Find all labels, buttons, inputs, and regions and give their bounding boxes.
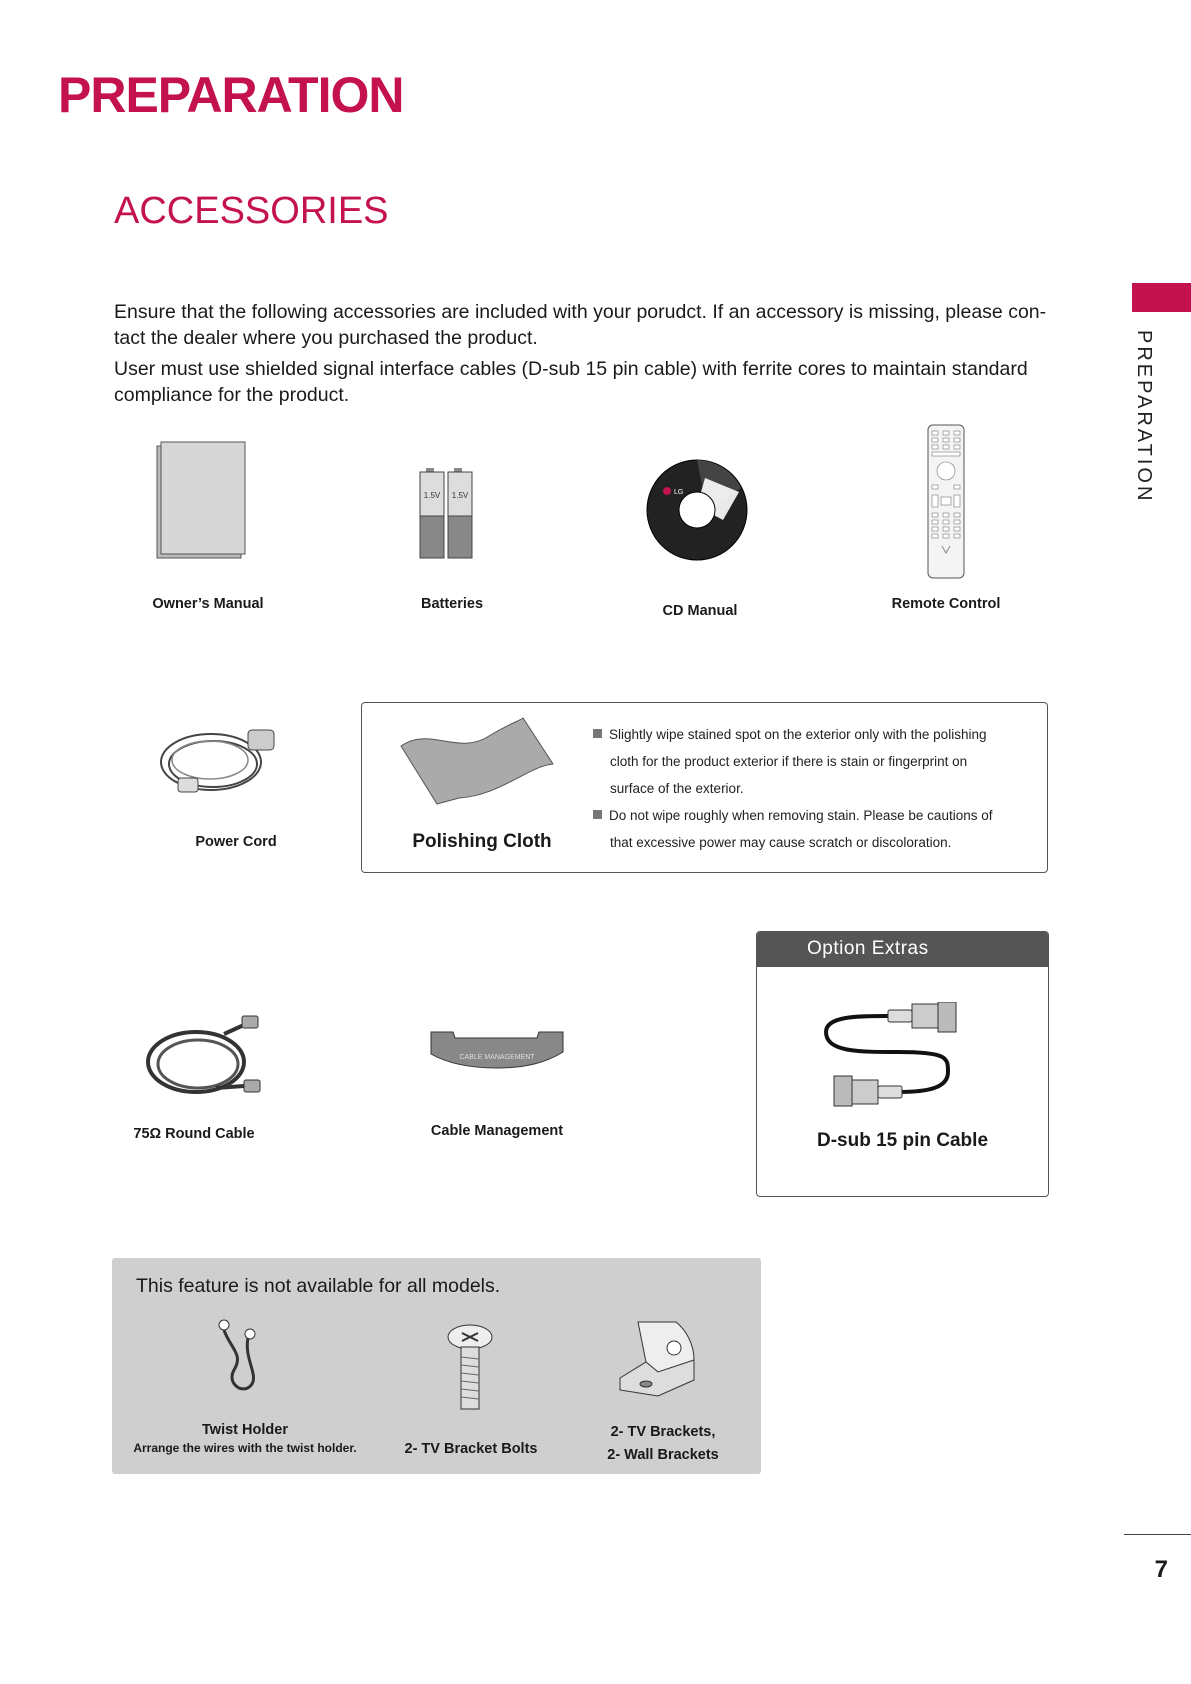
intro-paragraph-1-line-2: tact the dealer where you purchased the product. [114,327,538,349]
batteries-illustration [418,468,478,560]
page-number: 7 [1154,1556,1168,1583]
bracket-bolt-illustration [446,1323,494,1413]
power-cord-illustration [156,716,286,806]
bullet-icon [593,729,602,738]
tv-brackets-label: 2- TV Brackets, [610,1424,716,1440]
note-1-line-3: surface of the exterior. [610,781,744,796]
note-2-line-1: Do not wipe roughly when removing stain. Please be cautions of [609,808,993,823]
note-1-line-1: Slightly wipe stained spot on the exterior only with the polishing [609,727,987,742]
remote-control-illustration [926,423,966,581]
battery-voltage-right: 1.5V [451,491,469,500]
side-section-label: PREPARATION [1133,330,1155,504]
page-number-rule [1124,1534,1191,1535]
intro-paragraph-2-line-1: User must use shielded signal interface cables (D-sub 15 pin cable) with ferrite cores to maintain standard [114,358,1028,380]
option-extras-header: Option Extras [757,932,1048,967]
power-cord-label: Power Cord [195,834,277,850]
cable-management-label: Cable Management [430,1123,564,1139]
dsub-cable-illustration [818,1002,974,1112]
intro-paragraph-1-line-1: Ensure that the following accessories are included with your porudct. If an accessory is missing, please con- [114,301,1047,323]
cd-logo: LG [674,489,684,496]
polishing-cloth-illustration [399,716,555,806]
round-cable-illustration [144,1012,264,1102]
wall-brackets-label: 2- Wall Brackets [607,1447,719,1463]
bullet-icon [593,810,602,819]
batteries-label: Batteries [420,596,484,612]
twist-holder-illustration [214,1318,264,1398]
note-2-line-2: that excessive power may cause scratch or discoloration. [610,835,952,850]
bracket-bolts-label: 2- TV Bracket Bolts [404,1441,538,1457]
remote-control-label: Remote Control [891,596,1001,612]
owners-manual-label: Owner’s Manual [152,596,264,612]
dsub-cable-label: D-sub 15 pin Cable [816,1130,989,1151]
round-cable-label: 75Ω Round Cable [133,1126,255,1142]
polishing-note-1 [610,721,1030,856]
cable-management-imprint: CABLE MANAGEMENT [459,1054,535,1061]
cable-management-illustration [427,1028,567,1076]
page-title: PREPARATION [58,67,404,123]
section-title: ACCESSORIES [114,190,389,232]
polishing-cloth-label: Polishing Cloth [412,831,552,852]
optional-features-header: This feature is not available for all models. [136,1275,501,1297]
side-tab-marker [1132,283,1191,312]
cd-manual-label: CD Manual [662,603,738,619]
cd-manual-illustration [645,458,749,562]
twist-holder-note: Arrange the wires with the twist holder. [133,1441,357,1455]
intro-paragraph-2-line-2: compliance for the product. [114,384,350,406]
twist-holder-label: Twist Holder [202,1422,288,1438]
tv-bracket-illustration [618,1320,700,1400]
battery-voltage-left: 1.5V [423,491,441,500]
owners-manual-illustration [155,440,251,560]
note-1-line-2: cloth for the product exterior if there is stain or fingerprint on [610,754,968,769]
